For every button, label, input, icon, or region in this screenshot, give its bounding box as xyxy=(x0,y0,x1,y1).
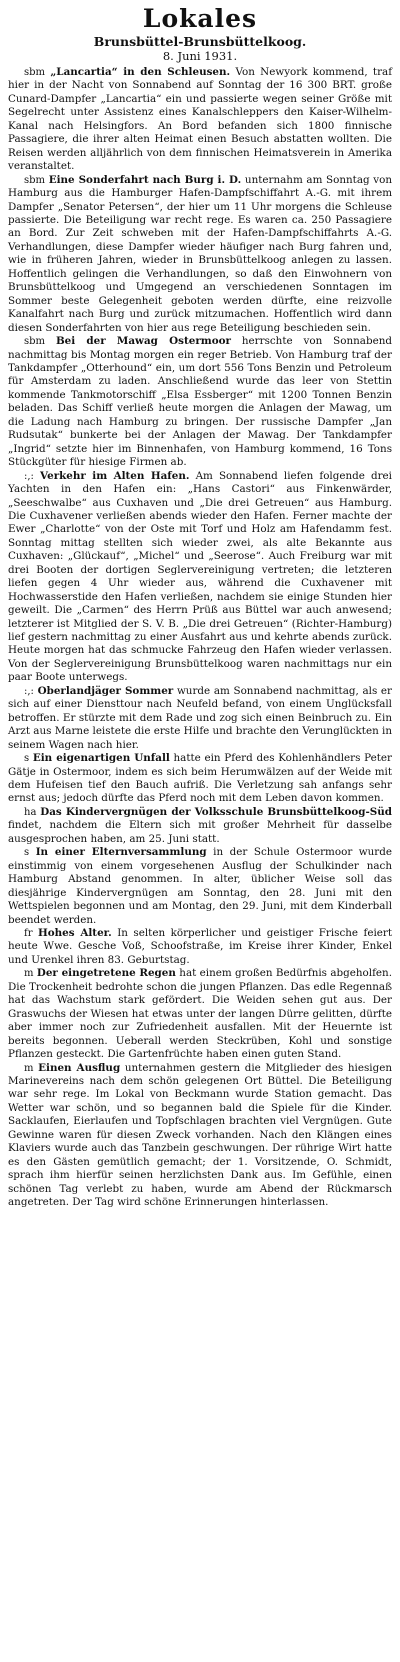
article-elternversammlung xyxy=(8,846,392,927)
article-headline: Oberlandjäger Sommer xyxy=(37,684,174,697)
author-tag: :,: xyxy=(24,470,34,482)
article-headline: Eine Sonderfahrt nach Burg i. D. xyxy=(48,173,242,186)
section-subtitle: Brunsbüttel-Brunsbüttelkoog. xyxy=(93,34,307,49)
article-body: wurde am Sonnabend nachmittag, als er sich auf einer Diensttour nach Neufeld befand, von einem Unglücksfall betroffen. Er stürzte mit dem Rade und zog sich einen Beinbruch zu. Ein Arzt aus Marne leistete die erste Hilfe und brachte den Verunglückten in seinem Wagen nach hier. xyxy=(8,684,392,751)
article-body: hatte ein Pferd des Kohlenhändlers Peter Gätje in Ostermoor, indem es sich beim Herumwälzen auf der Weide mit dem Hufeisen tief den Bauch aufriß. Die Verletzung sah anfangs sehr ernst aus; jedoch dürfte das Pferd noch mit dem Leben davon kommen. xyxy=(8,752,392,805)
article-verkehr-alten-hafen xyxy=(8,470,392,685)
article-headline: Ein eigenartigen Unfall xyxy=(32,752,170,765)
article-headline: Einen Ausflug xyxy=(38,1061,121,1074)
article-body: unternahmen gestern die Mitglieder des hiesigen Marinevereins nach dem schön gelegenen Ort Büttel. Die Beteiligung war sehr rege. Im Lokal von Beckmann wurde Station gemacht. Das Wetter war schön, und so begannen bald die Spiele für die Kinder. Sacklaufen, Eierlaufen und Topfschlagen brachten viel Vergnügen. Gute Gewinne waren für diesen Zweck vorhanden. Nach den Klängen eines Klaviers wurde auch das Tanzbein geschwungen. Der rührige Wirt hatte es den Gästen gemütlich gemacht; der 1. Vorsitzende, O. Schmidt, sprach ihm hierfür seinen herzlichsten Dank aus. Im Gefühle, einen schönen Tag verlebt zu haben, wurde am Abend der Rückmarsch angetreten. Der Tag wird schöne Erinnerungen hinterlassen. xyxy=(8,1061,392,1209)
author-tag: sbm xyxy=(24,67,46,78)
masthead xyxy=(8,4,392,64)
article-oberlandjaeger xyxy=(8,685,392,752)
article-body: in der Schule Ostermoor wurde einstimmig von einem vorgesehenen Ausflug der Schulkinder nach Hamburg Abstand genommen. In alter, üblicher Weise soll das diesjährige Kindervergnügen am Sonntag, den 28. Juni mit den Wettspielen begonnen und am Montag, den 29. Juni, mit dem Kinderball beendet werden. xyxy=(8,846,392,926)
author-tag: sbm xyxy=(24,174,46,186)
author-tag: sbm xyxy=(24,336,46,348)
article-unfall-pferd xyxy=(8,752,392,806)
author-tag: ha xyxy=(24,806,37,818)
article-regen xyxy=(8,967,392,1061)
author-tag: :,: xyxy=(24,685,34,697)
article-headline: Hohes Alter. xyxy=(37,927,112,939)
article-mawag-ostermoor xyxy=(8,335,392,470)
article-body: findet, nachdem die Eltern sich mit großer Mehrheit für dasselbe ausgesprochen haben, am 25. Juni statt. xyxy=(8,819,392,845)
article-body: unternahm am Sonntag von Hamburg aus die Hamburger Hafen-Dampfschiffahrt A.-G. mit ihrem Dampfer „Senator Petersen“, der hier um 11 Uhr morgens die Schleuse passierte. Die Beteiligung war recht rege. Es waren ca. 250 Passagiere an Bord. Zur Zeit schweben mit der Hafen-Dampfschiffahrts A.-G. Verhandlungen, diese Dampfer wieder häufiger nach Burg fahren und, wie in früheren Jahren, wieder in Brunsbüttelkoog anlegen zu lassen. Hoffentlich gelingen die Verhandlungen, so daß den Einwohnern von Brunsbüttelkoog und Umgegend an verschiedenen Sonntagen im Sommer beste Gelegenheit geboten werden dürfte, eine reizvolle Kanalfahrt nach Burg und zurück mitzumachen. Hoffentlich wird dann diesen Sonderfahrten von hier aus rege Beteiligung beschieden sein. xyxy=(8,173,393,334)
author-tag: m xyxy=(24,1062,34,1074)
author-tag: m xyxy=(24,968,34,980)
article-headline: Verkehr im Alten Hafen. xyxy=(40,469,190,482)
article-body: hat einem großen Bedürfnis abgeholfen. Die Trockenheit bedrohte schon die jungen Pflanzen. Das edle Regennaß hat das Wachstum stark gefördert. Die Weiden sehen gut aus. Der Graswuchs der Wiesen hat etwas unter der langen Dürre gelitten, dürfte aber immer noch zur Zufriedenheit ausfallen. Mit der Heuernte ist bereits begonnen. Ueberall werden Steckrüben, Kohl und sonstige Pflanzen gesteckt. Die Gartenfrüchte haben einen guten Stand. xyxy=(8,967,392,1061)
article-headline: In einer Elternversammlung xyxy=(35,846,207,859)
article-sonderfahrt-burg xyxy=(8,174,392,335)
article-headline: Der eingetretene Regen xyxy=(36,967,176,980)
author-tag: s xyxy=(24,753,30,765)
article-body: Am Sonnabend liefen folgende drei Yachten in den Hafen ein: „Hans Castori“ aus Finkenwärder, „Seeschwalbe“ aus Cuxhaven und „Die drei Getreuen“ aus Hamburg. Die Cuxhavener verließen abends wieder den Hafen. Ferner machte der Ewer „Charlotte“ von der Oste mit Torf und Holz am Hafendamm fest. Sonntag mittag stellten sich wieder zwei, als alte Bekannte aus Cuxhaven: „Glückauf“, „Michel“ und „Seerose“. Auch Freiburg war mit drei Booten der dortigen Seglervereinigung vertreten; die letzteren liefen gegen 4 Uhr wieder aus, während die Cuxhavener mit Hochwasserstide den Hafen verließen, nachdem sie einige Stunden hier geweilt. Die „Carmen“ des Herrn Prüß aus Büttel war auch anwesend; letzterer ist Mitglied der S. V. B. „Die drei Getreuen“ (Richter-Hamburg) lief gestern nachmittag zu einer Ausfahrt aus und kehrte abends zurück. Heute morgen hat das schmucke Fahrzeug den Hafen wieder verlassen. Von der Seglervereinigung Brunsbüttelkoog waren nachmittags nur ein paar Boote unterwegs. xyxy=(8,469,392,684)
author-tag: fr xyxy=(24,928,33,939)
issue-date: 8. Juni 1931. xyxy=(162,49,238,63)
author-tag: s xyxy=(24,847,30,859)
article-body: Von Newyork kommend, traf hier in der Nacht von Sonnabend auf Sonntag der 16 300 BRT. große Cunard-Dampfer „Lancartia“ ein und passierte wegen seiner Größe mit Segelrecht unter Assistenz eines Kanalschleppers den Kaiser-Wilhelm-Kanal nach Helsingfors. An Bord befanden sich 1800 finnische Passagiere, die ihrer alten Heimat einen Besuch abstatten wollten. Die Reisen werden alljährlich von dem finnischen Heimatsverein in Amerika veranstaltet. xyxy=(8,66,393,173)
article-ausflug-marineverein xyxy=(8,1062,392,1210)
article-headline: Bei der Mawag Ostermoor xyxy=(55,335,231,348)
article-lancartia xyxy=(8,66,392,174)
article-body: herrschte von Sonnabend nachmittag bis Montag morgen ein reger Betrieb. Von Hamburg traf der Tankdampfer „Otterhound“ ein, um dort 556 Tons Benzin und Petroleum für Amsterdam zu laden. Anschließend wurde das leer von Stettin kommende Tankmotorschiff „Elsa Essberger“ mit 1200 Tonnen Benzin beladen. Das Schiff verließ heute morgen die Anlagen der Mawag, um die Ladung nach Hamburg zu bringen. Der russische Dampfer „Jan Rudsutak“ bunkerte bei der Anlagen der Mawag. Der Tankdampfer „Ingrid“ setzte hier im Binnenhafen, von Hamburg kommend, 16 Tons Stückgüter für hiesige Firmen ab. xyxy=(8,335,392,469)
section-title: Lokales xyxy=(142,4,258,33)
article-headline: „Lancartia“ in den Schleusen. xyxy=(50,66,231,78)
article-headline: Das Kindervergnügen der Volksschule Brunsbüttelkoog-Süd xyxy=(40,805,393,818)
article-body: In selten körperlicher und geistiger Frische feiert heute Wwe. Gesche Voß, Schoofstraße, im Kreise ihrer Kinder, Enkel und Urenkel ihren 83. Geburtstag. xyxy=(8,927,392,966)
article-kindervergnuegen xyxy=(8,806,392,846)
article-hohes-alter xyxy=(8,927,392,967)
